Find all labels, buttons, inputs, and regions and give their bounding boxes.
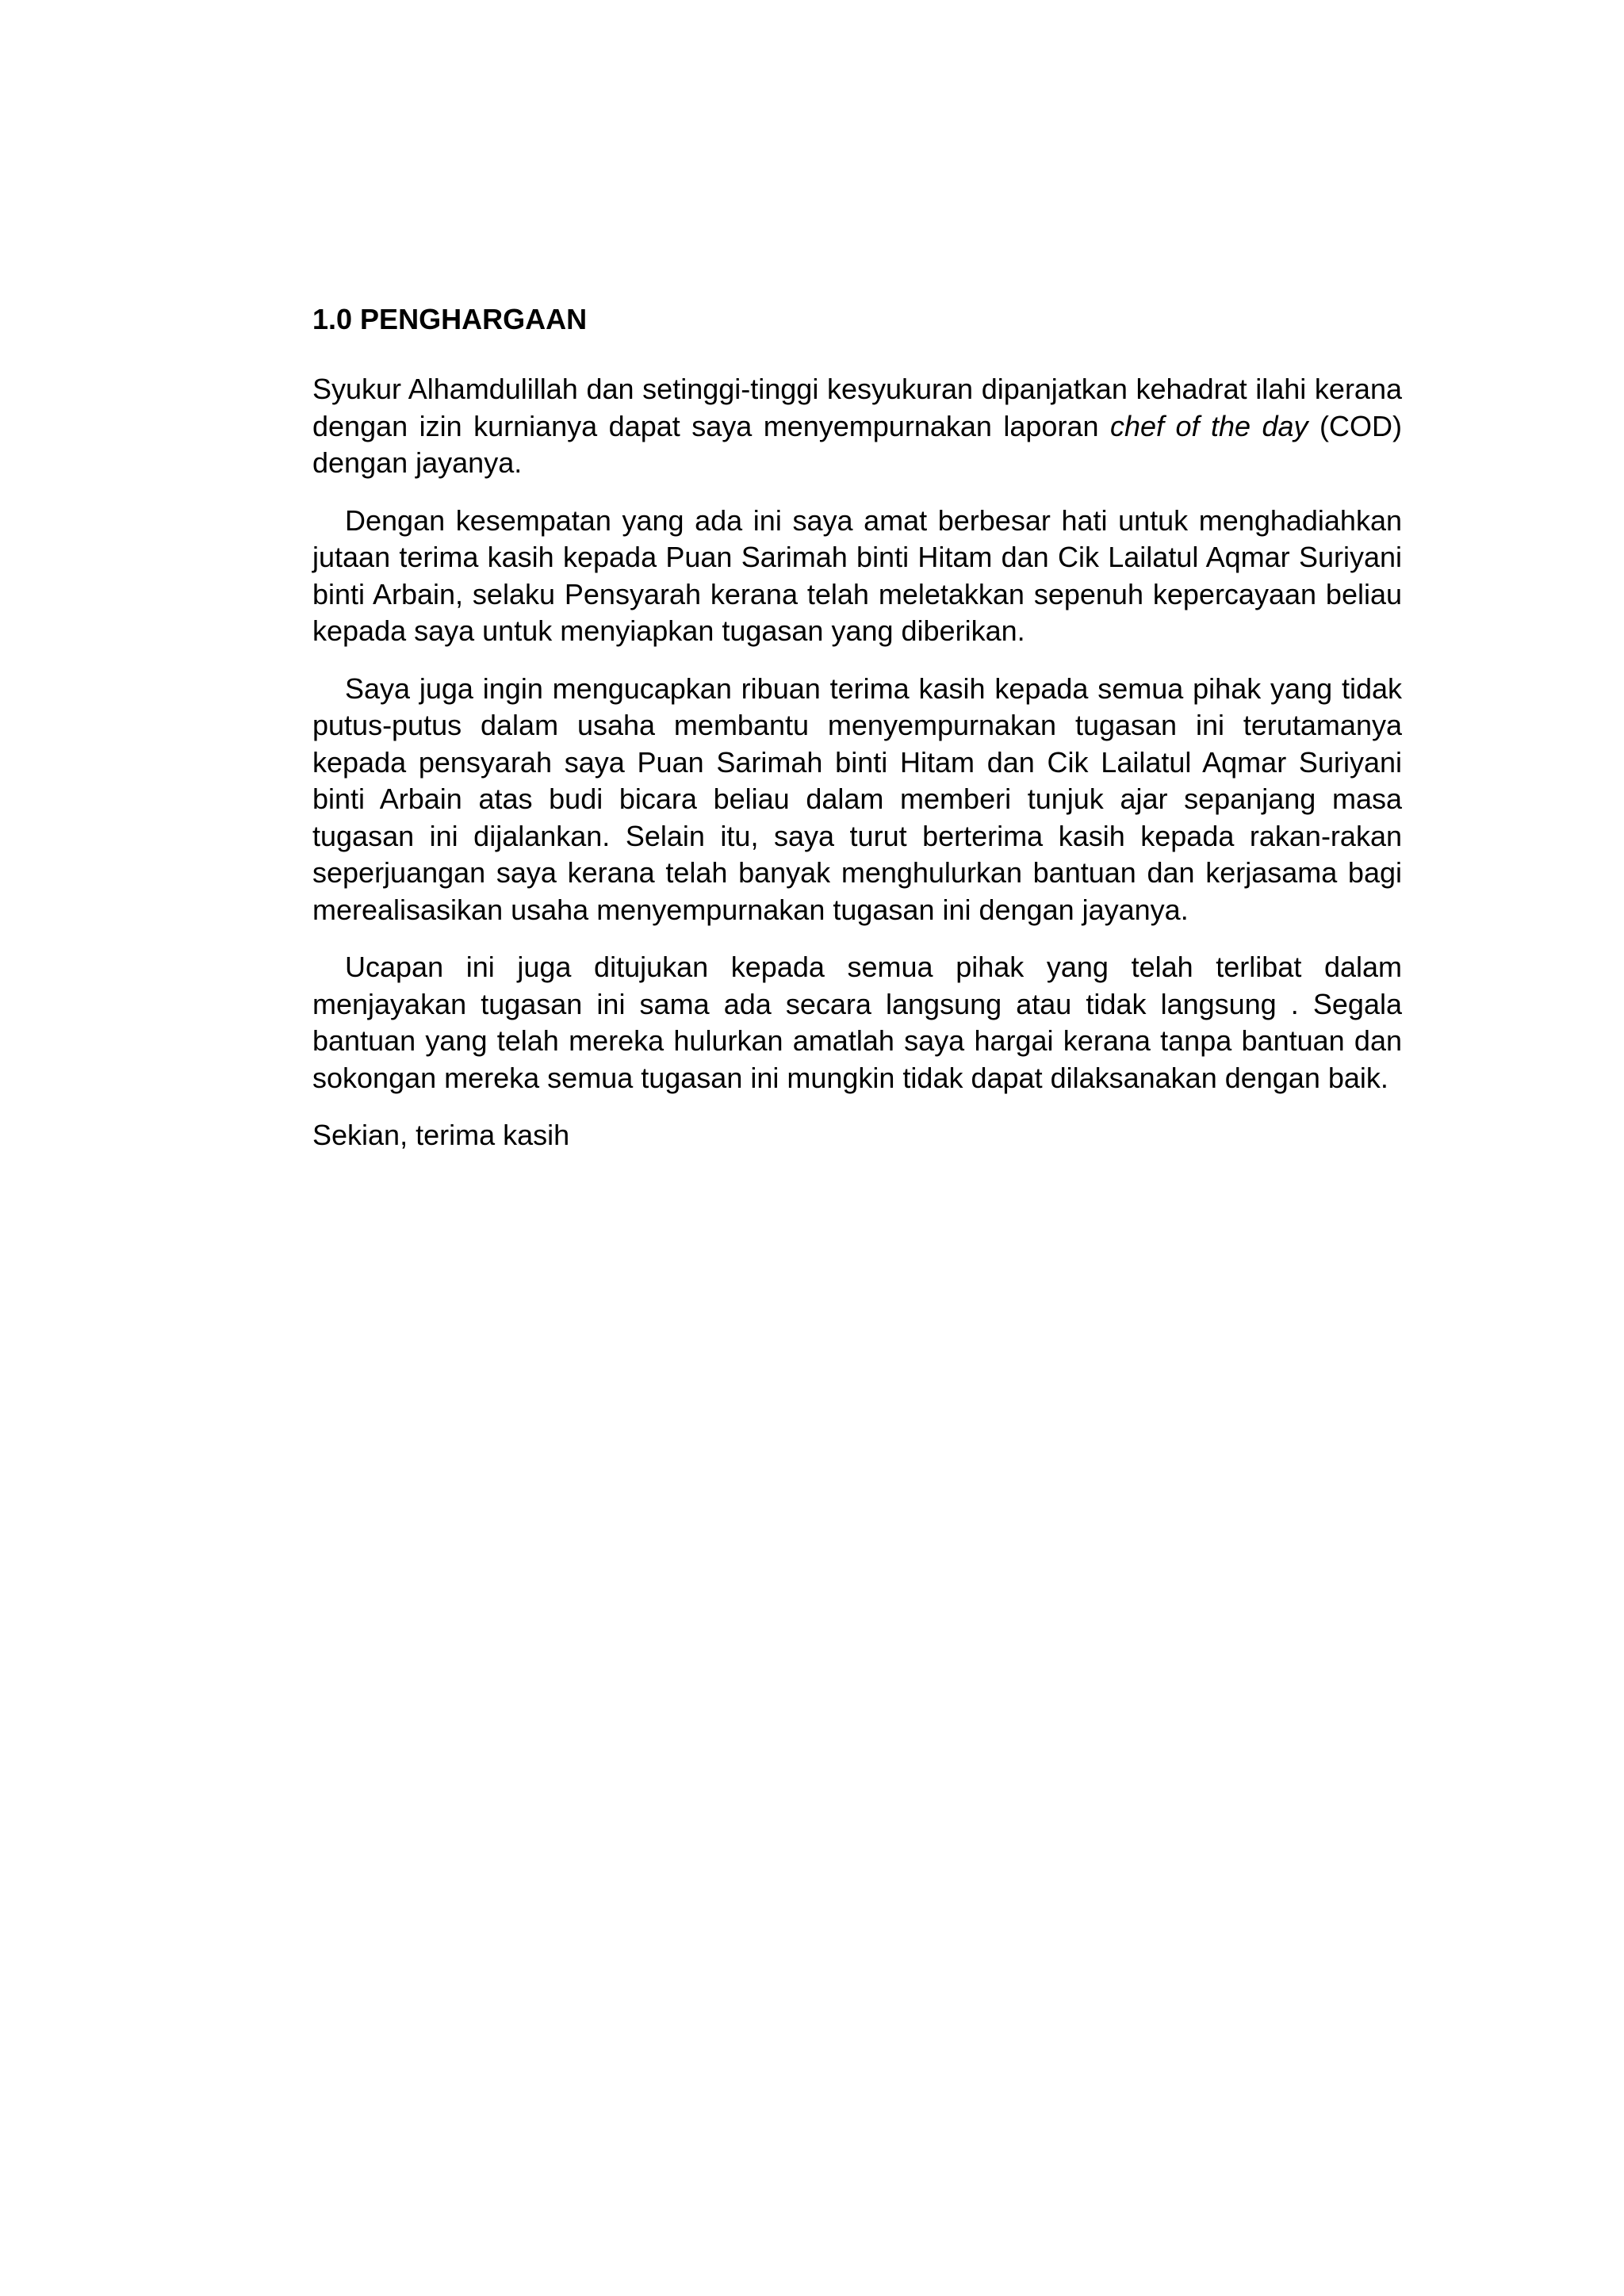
paragraph-thanks-lecturers: Dengan kesempatan yang ada ini saya amat berbesar hati untuk menghadiahkan jutaan terima kasih kepada Puan Sarimah binti Hitam dan Cik Lailatul Aqmar Suriyani binti Arbain, selaku Pensyarah kerana telah meletakkan sepenuh kepercayaan beliau kepada saya untuk menyiapkan tugasan yang diberikan. — [312, 503, 1402, 647]
paragraph-thanks-all: Saya juga ingin mengucapkan ribuan terima kasih kepada semua pihak yang tidak putus-putus dalam usaha membantu menyempurnakan tugasan ini terutamanya kepada pensyarah saya Puan Sarimah binti Hitam dan Cik Lailatul Aqmar Suriyani binti Arbain atas budi bicara beliau dalam memberi tunjuk ajar sepanjang masa tugasan ini dijalankan. Selain itu, saya turut berterima kasih kepada rakan-rakan seperjuangan saya kerana telah banyak menghulurkan bantuan dan kerjasama bagi merealisasikan usaha menyempurnakan tugasan ini dengan jayanya. — [312, 672, 1402, 926]
paragraph-opening-text-end: (COD) dengan jayanya. — [312, 409, 1402, 479]
paragraph-opening — [312, 371, 1402, 482]
paragraph-opening-text: Syukur Alhamdulillah dan setinggi-tinggi kesyukuran dipanjatkan kehadrat ilahi kerana dengan izin kurnianya dapat saya menyempurnakan laporan — [312, 373, 1402, 442]
paragraph-opening-italic: chef of the day — [1109, 409, 1308, 442]
document-body — [312, 301, 1402, 1154]
closing-line: Sekian, terima kasih — [312, 1119, 570, 1151]
section-heading: 1.0 PENGHARGAAN — [312, 303, 588, 335]
paragraph-dedication: Ucapan ini juga ditujukan kepada semua pihak yang telah terlibat dalam menjayakan tugasan ini sama ada secara langsung atau tidak langsung . Segala bantuan yang telah mereka hulurkan amatlah saya hargai kerana tanpa bantuan dan sokongan mereka semua tugasan ini mungkin tidak dapat dilaksanakan dengan baik. — [312, 951, 1402, 1094]
